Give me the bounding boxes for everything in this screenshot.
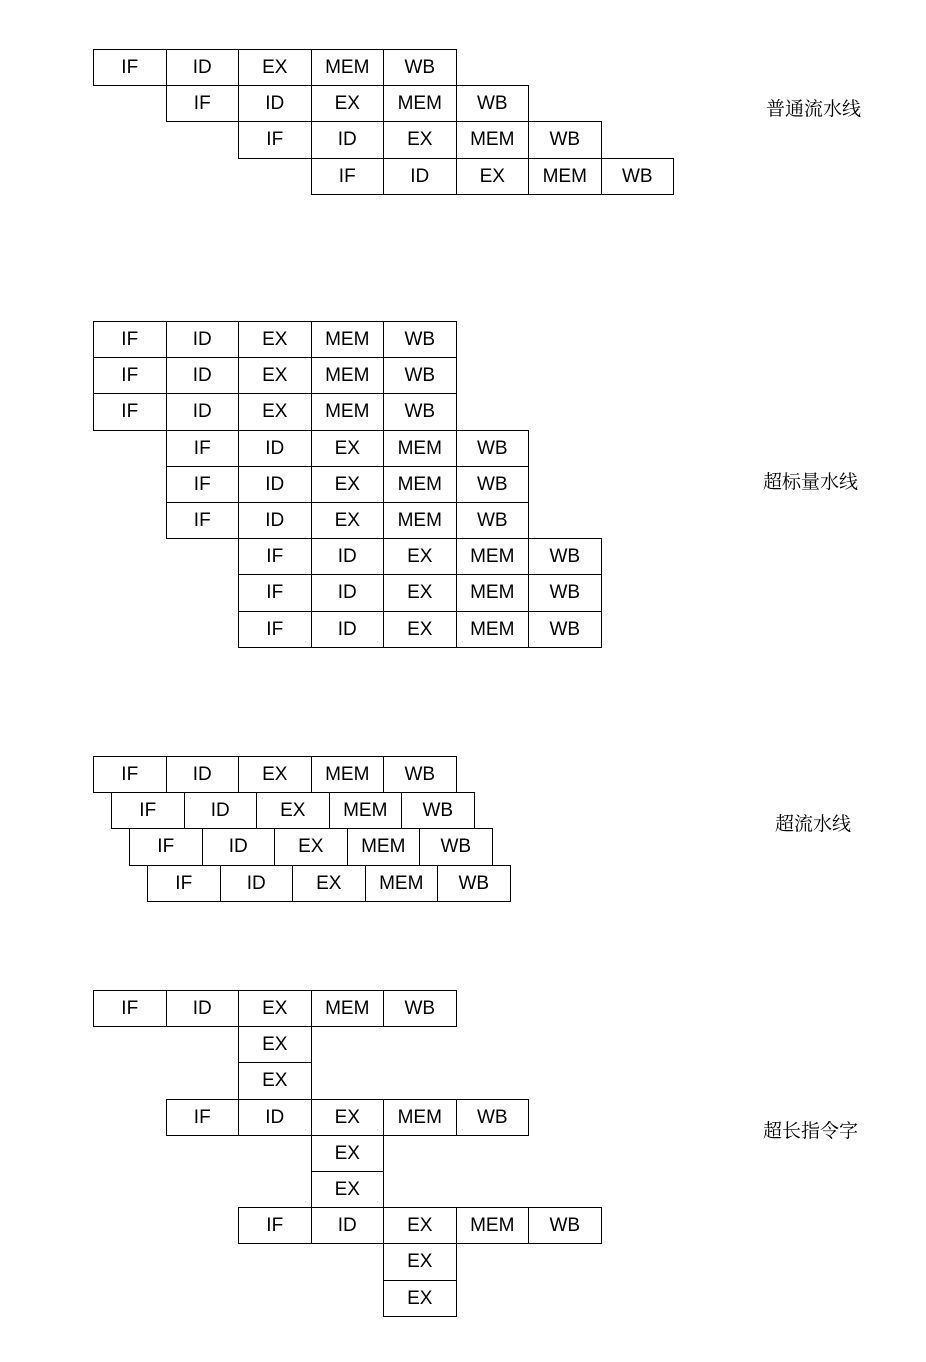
stage-cell-ex: EX: [383, 611, 457, 648]
stage-cell-if: IF: [129, 828, 203, 865]
stage-cell-mem: MEM: [311, 321, 385, 358]
stage-cell-mem: MEM: [311, 357, 385, 394]
stage-cell-ex: EX: [383, 574, 457, 611]
stage-cell-id: ID: [238, 85, 312, 122]
stage-cell-mem: MEM: [456, 538, 530, 575]
stage-cell-id: ID: [238, 466, 312, 503]
stage-cell-ex: EX: [383, 538, 457, 575]
stage-cell-ex: EX: [311, 502, 385, 539]
stage-cell-if: IF: [238, 574, 312, 611]
stage-cell-wb: WB: [456, 1099, 530, 1136]
stage-cell-ex: EX: [238, 321, 312, 358]
stage-cell-if: IF: [166, 1099, 240, 1136]
stage-cell-if: IF: [166, 502, 240, 539]
stage-cell-id: ID: [202, 828, 276, 865]
stage-cell-mem: MEM: [383, 466, 457, 503]
stage-cell-if: IF: [311, 158, 385, 195]
stage-cell-ex: EX: [238, 1062, 312, 1099]
label-vliw: 超长指令字: [763, 1120, 859, 1142]
stage-cell-ex: EX: [238, 1026, 312, 1063]
stage-cell-ex: EX: [311, 430, 385, 467]
stage-cell-id: ID: [238, 1099, 312, 1136]
stage-cell-ex: EX: [292, 865, 366, 902]
label-normal-pipeline: 普通流水线: [766, 98, 862, 120]
stage-cell-mem: MEM: [456, 611, 530, 648]
stage-cell-if: IF: [93, 321, 167, 358]
stage-cell-wb: WB: [456, 502, 530, 539]
stage-cell-wb: WB: [383, 357, 457, 394]
stage-cell-wb: WB: [456, 466, 530, 503]
stage-cell-if: IF: [166, 466, 240, 503]
stage-cell-wb: WB: [528, 1207, 602, 1244]
stage-cell-ex: EX: [238, 756, 312, 793]
stage-cell-if: IF: [238, 121, 312, 158]
stage-cell-id: ID: [311, 1207, 385, 1244]
stage-cell-if: IF: [238, 611, 312, 648]
stage-cell-wb: WB: [383, 321, 457, 358]
stage-cell-ex: EX: [238, 393, 312, 430]
stage-cell-id: ID: [311, 538, 385, 575]
stage-cell-ex: EX: [311, 1099, 385, 1136]
stage-cell-ex: EX: [311, 85, 385, 122]
stage-cell-ex: EX: [274, 828, 348, 865]
stage-cell-id: ID: [166, 393, 240, 430]
stage-cell-wb: WB: [419, 828, 493, 865]
stage-cell-id: ID: [238, 502, 312, 539]
stage-cell-ex: EX: [383, 121, 457, 158]
stage-cell-wb: WB: [383, 756, 457, 793]
stage-cell-id: ID: [311, 121, 385, 158]
stage-cell-wb: WB: [456, 85, 530, 122]
stage-cell-if: IF: [93, 357, 167, 394]
stage-cell-if: IF: [147, 865, 221, 902]
stage-cell-ex: EX: [456, 158, 530, 195]
stage-cell-if: IF: [238, 538, 312, 575]
label-superpipeline: 超流水线: [775, 813, 852, 835]
label-superscalar: 超标量水线: [763, 471, 859, 493]
stage-cell-if: IF: [238, 1207, 312, 1244]
stage-cell-wb: WB: [528, 574, 602, 611]
stage-cell-if: IF: [93, 49, 167, 86]
stage-cell-ex: EX: [256, 792, 330, 829]
stage-cell-id: ID: [238, 430, 312, 467]
stage-cell-mem: MEM: [383, 1099, 457, 1136]
stage-cell-mem: MEM: [383, 85, 457, 122]
stage-cell-id: ID: [383, 158, 457, 195]
stage-cell-if: IF: [93, 393, 167, 430]
stage-cell-mem: MEM: [311, 393, 385, 430]
stage-cell-mem: MEM: [347, 828, 421, 865]
stage-cell-mem: MEM: [456, 1207, 530, 1244]
stage-cell-if: IF: [93, 756, 167, 793]
stage-cell-id: ID: [311, 574, 385, 611]
stage-cell-ex: EX: [311, 1171, 385, 1208]
stage-cell-id: ID: [311, 611, 385, 648]
stage-cell-mem: MEM: [311, 990, 385, 1027]
stage-cell-id: ID: [166, 357, 240, 394]
stage-cell-ex: EX: [383, 1207, 457, 1244]
stage-cell-wb: WB: [456, 430, 530, 467]
stage-cell-mem: MEM: [383, 502, 457, 539]
stage-cell-ex: EX: [311, 466, 385, 503]
stage-cell-mem: MEM: [365, 865, 439, 902]
stage-cell-mem: MEM: [456, 574, 530, 611]
stage-cell-ex: EX: [238, 49, 312, 86]
stage-cell-id: ID: [166, 990, 240, 1027]
stage-cell-wb: WB: [437, 865, 511, 902]
stage-cell-if: IF: [166, 85, 240, 122]
stage-cell-if: IF: [111, 792, 185, 829]
stage-cell-ex: EX: [238, 990, 312, 1027]
stage-cell-wb: WB: [601, 158, 675, 195]
stage-cell-mem: MEM: [383, 430, 457, 467]
stage-cell-mem: MEM: [456, 121, 530, 158]
stage-cell-wb: WB: [528, 121, 602, 158]
stage-cell-ex: EX: [311, 1135, 385, 1172]
stage-cell-id: ID: [220, 865, 294, 902]
stage-cell-wb: WB: [383, 393, 457, 430]
stage-cell-mem: MEM: [311, 49, 385, 86]
stage-cell-wb: WB: [528, 611, 602, 648]
stage-cell-id: ID: [166, 49, 240, 86]
stage-cell-ex: EX: [383, 1280, 457, 1317]
stage-cell-wb: WB: [383, 990, 457, 1027]
stage-cell-mem: MEM: [311, 756, 385, 793]
stage-cell-id: ID: [166, 321, 240, 358]
stage-cell-if: IF: [166, 430, 240, 467]
stage-cell-wb: WB: [401, 792, 475, 829]
stage-cell-ex: EX: [383, 1243, 457, 1280]
stage-cell-ex: EX: [238, 357, 312, 394]
stage-cell-mem: MEM: [329, 792, 403, 829]
stage-cell-mem: MEM: [528, 158, 602, 195]
stage-cell-id: ID: [184, 792, 258, 829]
stage-cell-wb: WB: [528, 538, 602, 575]
stage-cell-id: ID: [166, 756, 240, 793]
stage-cell-wb: WB: [383, 49, 457, 86]
stage-cell-if: IF: [93, 990, 167, 1027]
